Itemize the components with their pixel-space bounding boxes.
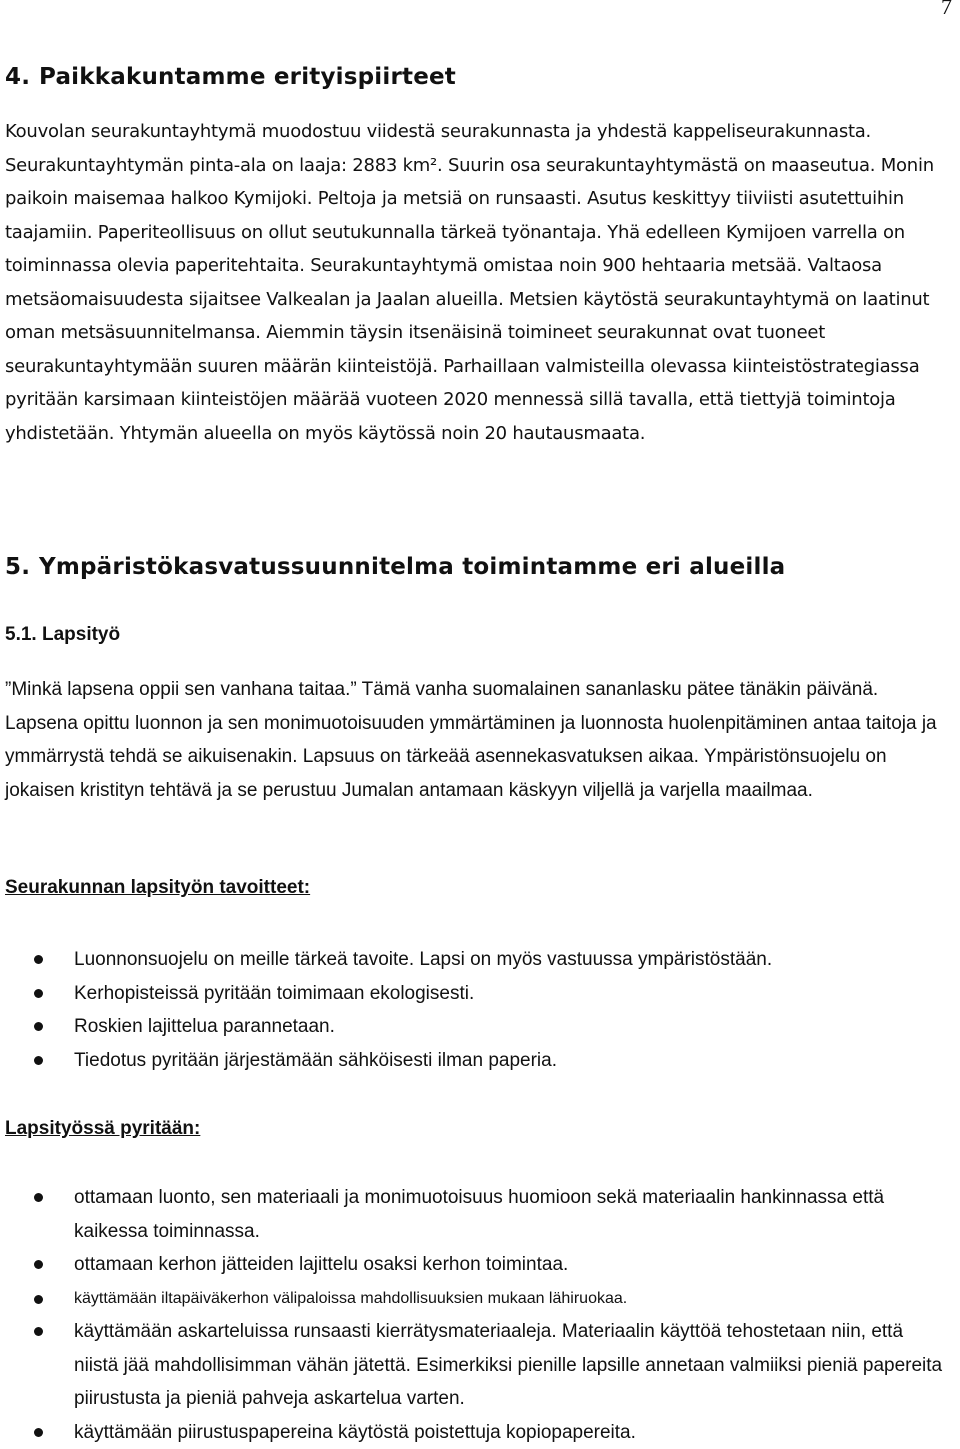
- list-item: käyttämään askarteluissa runsaasti kierrätysmateriaaleja. Materiaalin käyttöä tehostetaan niin, että niistä jää mahdollisimman vähän jätettä. Esimerkiksi pienille lapsille annetaan valmiiksi pieniä papereita piirustusta ja pieniä pahveja askartelua varten.: [0, 1315, 950, 1416]
- section-4-title: Paikkakuntamme erityispiirteet: [39, 64, 456, 90]
- section-5-number: 5.: [5, 554, 39, 580]
- goals-list: [0, 943, 950, 1077]
- goals-title: Seurakunnan lapsityön tavoitteet:: [5, 877, 310, 899]
- section-4-heading: [5, 64, 456, 90]
- list-item: Tiedotus pyritään järjestämään sähköisesti ilman paperia.: [0, 1044, 950, 1078]
- list-item: Kerhopisteissä pyritään toimimaan ekologisesti.: [0, 977, 950, 1011]
- lapsityo-paragraph: ”Minkä lapsena oppii sen vanhana taitaa.” Tämä vanha suomalainen sananlasku pätee tänäkin päivänä. Lapsena opittu luonnon ja sen monimuotoisuuden ymmärtäminen ja luonnosta huolenpitäminen antaa taitoja ja ymmärrystä tehdä se aikuisenakin. Lapsuus on tärkeää asennekasvatuksen aikaa. Ympäristönsuojelu on jokaisen kristityn tehtävä ja se perustuu Jumalan antamaan käskyyn viljellä ja varjella maailmaa.: [5, 673, 950, 807]
- aims-title: Lapsityössä pyritään:: [5, 1118, 200, 1140]
- section-4-paragraph: Kouvolan seurakuntayhtymä muodostuu viidestä seurakunnasta ja yhdestä kappeliseurakunnasta. Seurakuntayhtymän pinta-ala on laaja: 2883 km². Suurin osa seurakuntayhtymästä on maaseutua. Monin paikoin maisemaa halkoo Kymijoki. Peltoja ja metsiä on runsaasti. Asutus keskittyy tiiviisti asutettuihin taajamiin. Paperiteollisuus on ollut seutukunnalla tärkeä työnantaja. Yhä edelleen Kymijoen varrella on toiminnassa olevia paperitehtaita. Seurakuntayhtymä omistaa noin 900 hehtaaria metsää. Valtaosa metsäomaisuudesta sijaitsee Valkealan ja Jaalan alueilla. Metsien käytöstä seurakuntayhtymä on laatinut oman metsäsuunnitelmansa. Aiemmin täysin itsenäisinä toimineet seurakunnat ovat tuoneet seurakuntayhtymään suuren määrän kiinteistöjä. Parhaillaan valmisteilla olevassa kiinteistöstrategiassa pyritään karsimaan kiinteistöjen määrää vuoteen 2020 mennessä sillä tavalla, että tiettyjä toimintoja yhdistetään. Yhtymän alueella on myös käytössä noin 20 hautausmaata.: [5, 115, 950, 450]
- list-item: Luonnonsuojelu on meille tärkeä tavoite. Lapsi on myös vastuussa ympäristöstään.: [0, 943, 950, 977]
- subsection-5-1-title: 5.1. Lapsityö: [5, 624, 120, 646]
- list-item: käyttämään iltapäiväkerhon välipaloissa mahdollisuuksien mukaan lähiruokaa.: [0, 1282, 950, 1316]
- list-item: käyttämään piirustuspapereina käytöstä poistettuja kopiopapereita.: [0, 1416, 950, 1449]
- section-4-number: 4.: [5, 64, 39, 90]
- list-item: Roskien lajittelua parannetaan.: [0, 1010, 950, 1044]
- page-number: 7: [941, 0, 952, 20]
- section-5-heading: [5, 554, 785, 580]
- section-5-title: Ympäristökasvatussuunnitelma toimintamme eri alueilla: [39, 554, 785, 580]
- list-item: ottamaan luonto, sen materiaali ja monimuotoisuus huomioon sekä materiaalin hankinnassa että kaikessa toiminnassa.: [0, 1181, 950, 1248]
- aims-list: [0, 1181, 950, 1449]
- list-item: ottamaan kerhon jätteiden lajittelu osaksi kerhon toimintaa.: [0, 1248, 950, 1282]
